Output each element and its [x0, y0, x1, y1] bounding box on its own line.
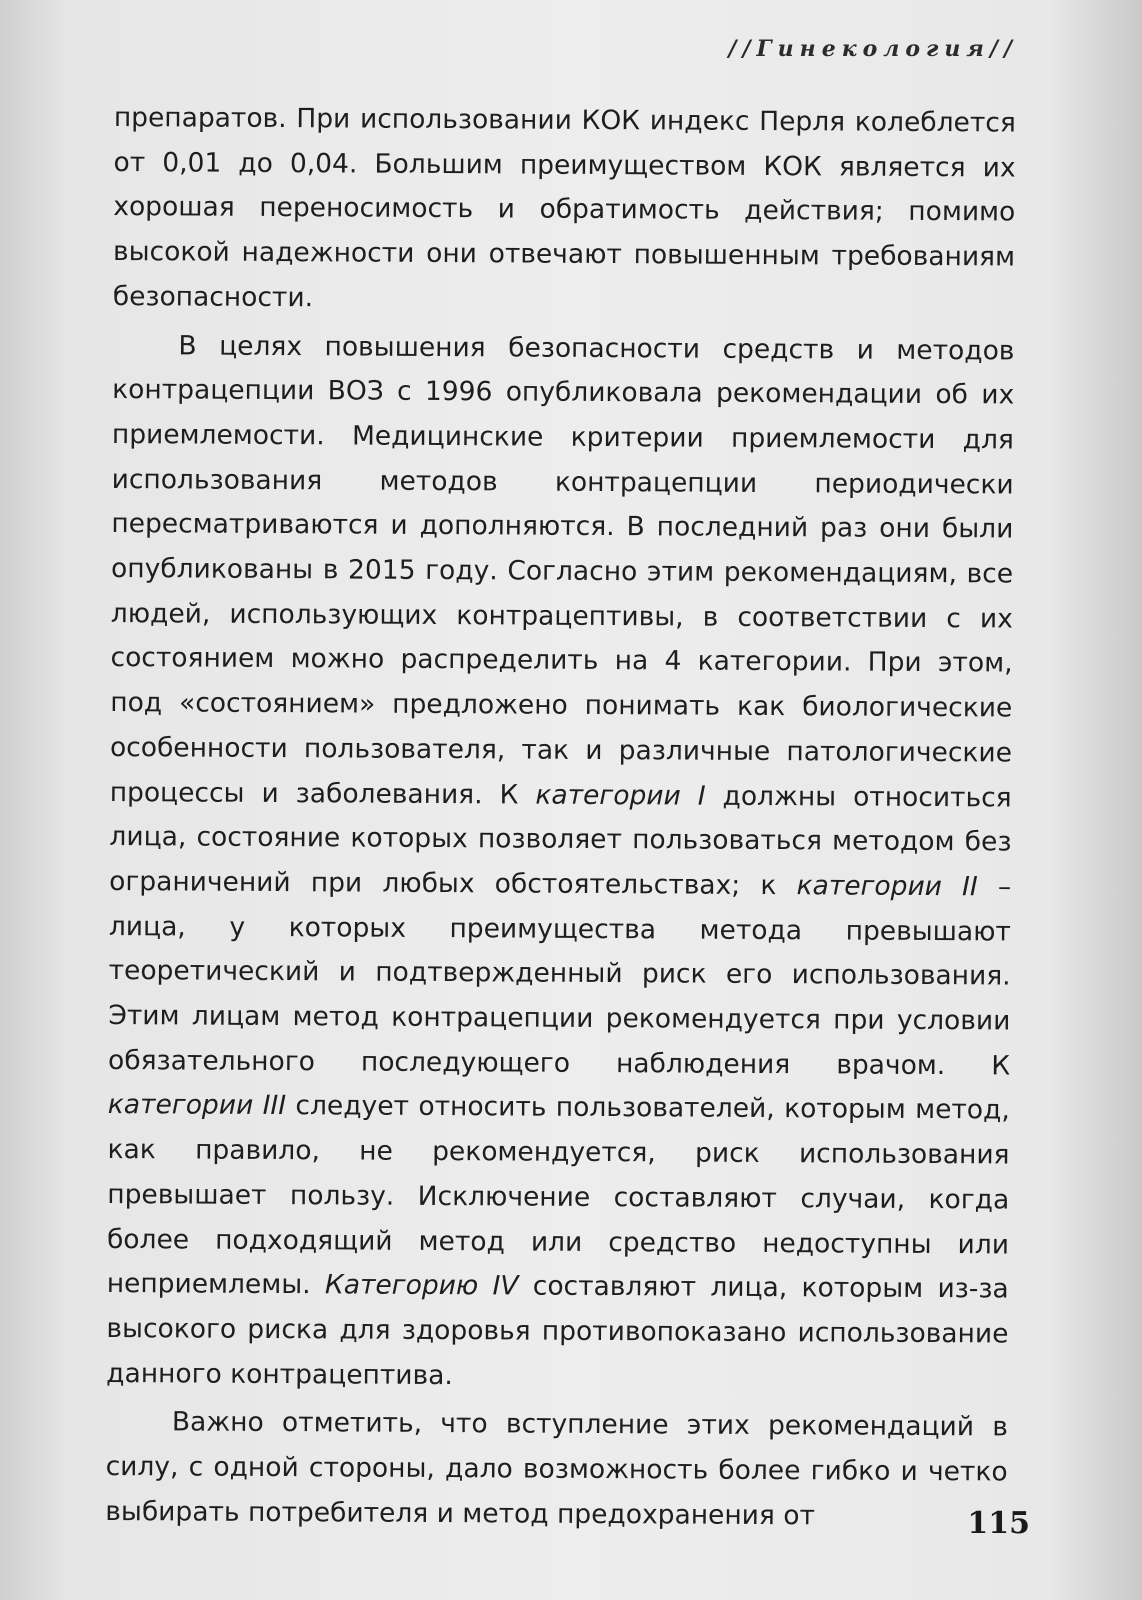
paragraph-1-text: препаратов. При использовании КОК индекс Перля колеблется от 0,01 до 0,04. Большим преимуществом КОК является их хорошая переносимость и обратимость действия; помимо высокой надежности они отвечают повышенным требованиям безопасности.: [112, 101, 1016, 314]
paragraph-2-text-part-1: В целях повышения безопасности средств и методов контрацепции ВОЗ с 1996 опубликовала рекомендации об их приемлемости. Медицинские критерии приемлемости для использования методов контрацепции периодически пересматриваются и дополняются. В последний раз они были опубликованы в 2015 году. Согласно этим рекомендациям, все людей, использующих контрацептивы, в соответствии с их состоянием можно распределить на 4 категории. При этом, под «состоянием» предложено понимать как биологические особенности пользователя, так и различные патологические процессы и заболевания. К: [109, 329, 1015, 811]
emphasis-category-2: категории II: [796, 870, 978, 903]
paragraph-1: [113, 96, 1016, 325]
page-number: 115: [967, 1506, 1030, 1541]
paragraph-3-text: Важно отметить, что вступление этих рекомендаций в силу, с одной стороны, дало возможность более гибко и четко выбирать потребителя и метод предохранения от: [105, 1406, 1008, 1532]
paragraph-2-text-part-4: следует относить пользователей, которым метод, как правило, не рекомендуется, риск использования превышает пользу. Исключение составляют случаи, когда более подходящий метод или средство недоступны или неприемлемы.: [106, 1090, 1010, 1301]
paragraph-2-text-part-3: – лица, у которых преимущества метода превышают теоретический и подтвержденный риск его использования. Этим лицам метод контрацепции рекомендуется при условии обязательного последующего наблюдения врачом. К: [108, 871, 1012, 1082]
running-head: //Гинекология//: [728, 36, 1018, 62]
emphasis-category-4: Категорию IV: [324, 1269, 519, 1302]
paragraph-2: [106, 324, 1015, 1402]
paragraph-2-text-part-2: должны относиться лица, состояние которых позволяет пользоваться методом без ограничений при любых обстоятельствах; к: [109, 780, 1012, 902]
paragraph-2-text-part-5: составляют лица, которым из-за высокого риска для здоровья противопоказано использование данного контрацептива.: [106, 1270, 1009, 1391]
paragraph-3: [105, 1400, 1008, 1540]
body-text: [105, 96, 1016, 1540]
emphasis-category-1: категории I: [535, 779, 706, 812]
emphasis-category-3: категории III: [107, 1089, 287, 1122]
